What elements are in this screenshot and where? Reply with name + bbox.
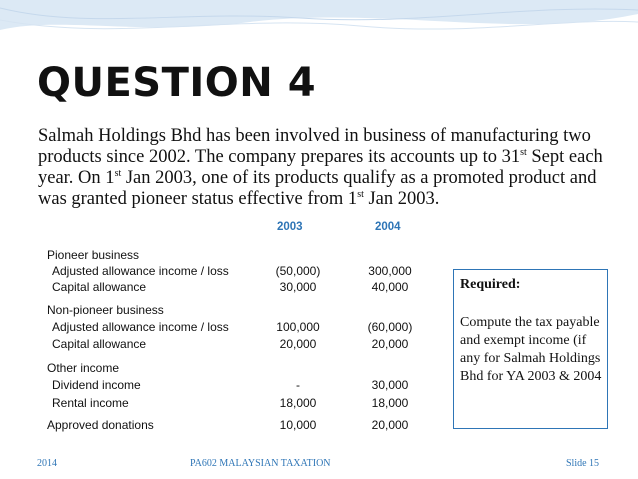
footer-slide-number: Slide 15 xyxy=(566,458,600,469)
required-title: Required: xyxy=(460,277,521,292)
row-label-non-pioneer-capital: Capital allowance xyxy=(52,337,147,351)
cell-pioneer-capital-2004: 40,000 xyxy=(371,280,409,294)
row-label-pioneer-adjusted: Adjusted allowance income / loss xyxy=(52,264,229,278)
cell-dividend-income-2003: - xyxy=(296,378,300,392)
cell-dividend-income-2004: 30,000 xyxy=(371,378,409,392)
superscript-st-2: st xyxy=(114,168,122,179)
cell-non-pioneer-adjusted-2003: 100,000 xyxy=(276,320,320,334)
cell-non-pioneer-adjusted-2004: (60,000) xyxy=(367,320,413,334)
row-label-non-pioneer-adjusted: Adjusted allowance income / loss xyxy=(52,320,229,334)
row-label-other-income: Other income xyxy=(47,361,120,375)
slide-title: QUESTION 4 xyxy=(37,60,317,106)
cell-non-pioneer-capital-2004: 20,000 xyxy=(371,337,409,351)
footer-course: PA602 MALAYSIAN TAXATION xyxy=(190,458,331,469)
superscript-st-1: st xyxy=(520,147,527,158)
question-text-part2: Sept each year. On 1 xyxy=(38,147,603,188)
header-wave-decoration xyxy=(0,0,638,60)
question-text xyxy=(38,126,603,210)
row-label-dividend-income: Dividend income xyxy=(52,378,141,392)
cell-rental-income-2004: 18,000 xyxy=(371,396,409,410)
row-label-approved-donations: Approved donations xyxy=(47,418,154,432)
row-label-rental-income: Rental income xyxy=(52,396,129,410)
cell-pioneer-adjusted-2004: 300,000 xyxy=(368,264,412,278)
column-header-2004: 2004 xyxy=(375,221,401,233)
question-text-part4: Jan 2003. xyxy=(363,189,440,209)
footer-year: 2014 xyxy=(37,458,57,469)
question-text-part3: Jan 2003, one of its products qualify as a promoted product and was granted pioneer status effective from 1 xyxy=(38,168,597,209)
row-label-pioneer-capital: Capital allowance xyxy=(52,280,147,294)
cell-non-pioneer-capital-2003: 20,000 xyxy=(279,337,317,351)
required-box xyxy=(453,269,608,429)
superscript-st-3: st xyxy=(357,189,364,200)
cell-pioneer-capital-2003: 30,000 xyxy=(279,280,317,294)
cell-pioneer-adjusted-2003: (50,000) xyxy=(275,264,321,278)
question-text-part1: Salmah Holdings Bhd has been involved in business of manufacturing two products since 2002. The company prepares its accounts up to 31 xyxy=(38,126,591,167)
required-text: Compute the tax payable and exempt income (if any for Salmah Holdings Bhd for YA 2003 & 2004 xyxy=(460,315,602,384)
column-header-2003: 2003 xyxy=(277,221,303,233)
cell-rental-income-2003: 18,000 xyxy=(279,396,317,410)
cell-approved-donations-2004: 20,000 xyxy=(371,418,409,432)
cell-approved-donations-2003: 10,000 xyxy=(279,418,317,432)
row-label-non-pioneer-business: Non-pioneer business xyxy=(47,303,164,317)
row-label-pioneer-business: Pioneer business xyxy=(47,248,140,262)
